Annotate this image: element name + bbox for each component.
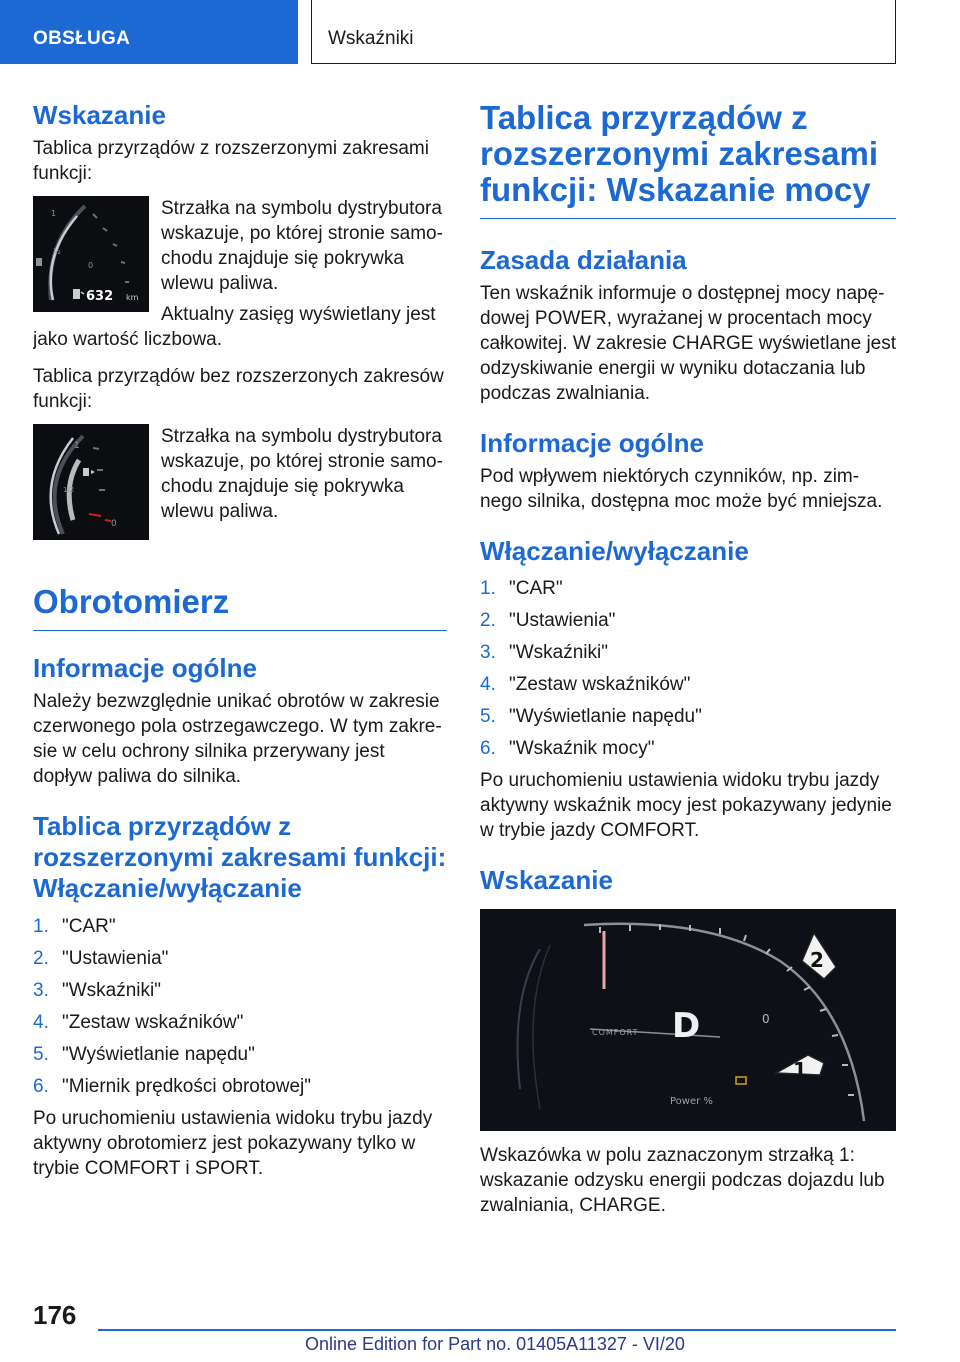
- list-item: 5. "Wyświetlanie napędu": [33, 1044, 255, 1065]
- heading-tacho-onoff: Tablica przyrządów z rozszerzonymi zakresami funkcji: Włączanie/wyłączanie: [33, 811, 447, 903]
- list-item: 1. "CAR": [33, 916, 116, 937]
- fuel-pump-icon: [73, 289, 80, 299]
- list-item: 2. "Ustawienia": [480, 610, 616, 631]
- fuel-pump-icon: [83, 468, 89, 476]
- fuel-label-half: ½: [53, 247, 61, 256]
- list-item: 3. "Wskaźniki": [33, 980, 161, 1001]
- list-item: 4. "Zestaw wskaźników": [480, 674, 691, 695]
- footer-divider: [98, 1329, 896, 1331]
- right-column: [480, 100, 896, 1218]
- fuel-figure-extended-block: [33, 196, 447, 352]
- list-item: 6. "Miernik prędkości obrotowej": [33, 1076, 311, 1097]
- topic-tab: [311, 0, 896, 64]
- fuel-gauge-extended-image: [33, 196, 149, 312]
- list-item: 4. "Zestaw wskaźników": [33, 1012, 244, 1033]
- heading-wskazanie-right: Wskazanie: [480, 865, 613, 895]
- fuel-label-half-std: 1/2: [63, 486, 75, 494]
- zero-label: 0: [762, 1012, 770, 1026]
- fuel-gauge-standard-image: [33, 424, 149, 540]
- fuel-label-full-std: 1: [74, 441, 80, 451]
- fuel-figure-extended-text: Strzałka na symbolu dystrybutora wskazuje, po której stronie samo-chodu znajduje się pokrywka wlewu paliwa.: [161, 198, 443, 294]
- heading-power-display: Tablica przyrządów z rozszerzonymi zakresami funkcji: Wskazanie mocy: [480, 100, 896, 219]
- section-label: OBSŁUGA: [33, 28, 131, 49]
- footer-edition: Online Edition for Part no. 01405A11327 - VI/20: [305, 1334, 685, 1354]
- heading-power-onoff: Włączanie/wyłączanie: [480, 536, 749, 566]
- tacho-after-text: Po uruchomieniu ustawienia widoku trybu jazdy aktywny obrotomierz jest pokazywany tylko w trybie COMFORT i SPORT.: [33, 1108, 433, 1179]
- fuel-label-empty-std: 0: [111, 519, 117, 529]
- intro-standard-cluster: Tablica przyrządów bez rozszerzonych zakresów funkcji:: [33, 366, 444, 412]
- left-column: [33, 100, 447, 1181]
- callout-label-2: 2: [810, 948, 824, 972]
- range-text: Aktualny zasięg wyświetlany jest jako wartość liczbowa.: [33, 304, 436, 350]
- range-value: 632: [86, 289, 114, 304]
- power-label: Power %: [670, 1096, 713, 1107]
- mode-label: COMFORT: [592, 1028, 639, 1037]
- fuel-figure-standard-block: [33, 424, 447, 540]
- list-item: 5. "Wyświetlanie napędu": [480, 706, 702, 727]
- fuel-label-full: 1: [51, 209, 57, 218]
- heading-info-ogolne-right: Informacje ogólne: [480, 428, 704, 458]
- heading-wskazanie: Wskazanie: [33, 100, 166, 130]
- heading-info-ogolne-left: Informacje ogólne: [33, 653, 257, 683]
- heading-zasada: Zasada działania: [480, 245, 687, 275]
- power-steps-list: [480, 576, 896, 761]
- list-item: 1. "CAR": [480, 578, 563, 599]
- list-item: 3. "Wskaźniki": [480, 642, 608, 663]
- power-after-text: Po uruchomieniu ustawienia widoku trybu jazdy aktywny wskaźnik mocy jest pokazywany jedynie w trybie jazdy COMFORT.: [480, 770, 892, 841]
- callout-label-1: 1: [793, 1058, 807, 1082]
- fuel-label-empty: 0: [88, 261, 94, 270]
- page-number: 176: [33, 1300, 77, 1330]
- intro-extended-cluster: Tablica przyrządów z rozszerzonymi zakresami funkcji:: [33, 138, 429, 184]
- power-meter-image: [480, 909, 896, 1131]
- tacho-steps-list: [33, 914, 447, 1099]
- zasada-text: Ten wskaźnik informuje o dostępnej mocy napę-dowej POWER, wyrażanej w procentach mocy całkowitej. W zakresie CHARGE wyświetlane jest odzyskiwanie energii w wyniku dotaczania lub podczas zwalniania.: [480, 283, 897, 404]
- section-tab: [0, 0, 298, 64]
- topic-label: Wskaźniki: [328, 28, 414, 49]
- heading-obrotomierz: Obrotomierz: [33, 584, 447, 631]
- tachometer-info-text: Należy bezwzględnie unikać obrotów w zakresie czerwonego pola ostrzegawczego. W tym zakre-sie w celu ochrony silnika przerywany jest dopływ paliwa do silnika.: [33, 691, 442, 787]
- fuel-figure-standard-text: Strzałka na symbolu dystrybutora wskazuje, po której stronie samo-chodu znajduje się pokrywka wlewu paliwa.: [161, 426, 443, 522]
- range-unit: km: [126, 293, 139, 302]
- gear-indicator: D: [672, 1006, 701, 1046]
- list-item: 2. "Ustawienia": [33, 948, 169, 969]
- list-item: 6. "Wskaźnik mocy": [480, 738, 655, 759]
- figure-caption: Wskazówka w polu zaznaczonym strzałką 1: wskazanie odzysku energii podczas dojazdu lub zwalniania, CHARGE.: [480, 1145, 885, 1216]
- power-info-text: Pod wpływem niektórych czynników, np. zim-nego silnika, dostępna moc może być mniejsza.: [480, 466, 883, 512]
